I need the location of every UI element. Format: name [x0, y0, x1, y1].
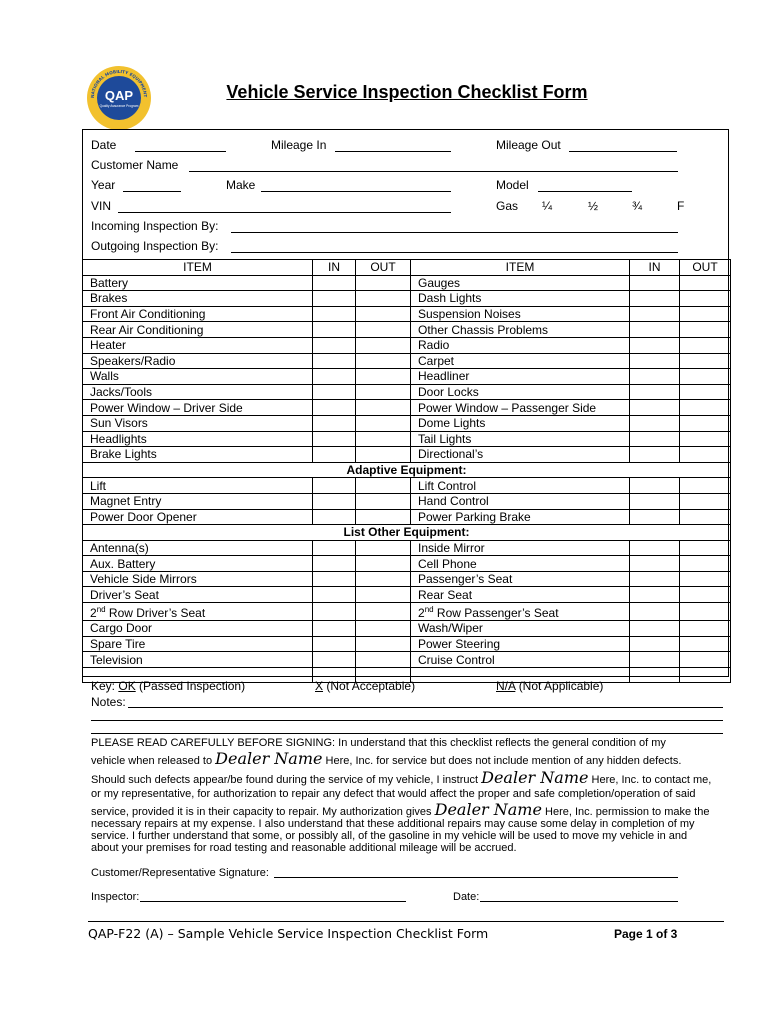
table-row: [83, 275, 731, 291]
in-checkbox[interactable]: [313, 447, 356, 463]
left-item: Aux. Battery: [83, 556, 313, 572]
section-header: List Other Equipment:: [83, 525, 731, 541]
notes-line-2[interactable]: [91, 708, 723, 721]
date-sign-label: Date:: [453, 891, 480, 903]
mileage-in-label: Mileage In: [271, 138, 327, 152]
in-checkbox[interactable]: [313, 509, 356, 525]
in-checkbox[interactable]: [630, 447, 680, 463]
gas-label: Gas: [496, 199, 519, 213]
disclaimer-line-2: [91, 751, 731, 769]
out-checkbox[interactable]: [356, 636, 411, 652]
in-checkbox[interactable]: [630, 400, 680, 416]
right-item: Other Chassis Problems: [411, 322, 630, 338]
out-checkbox[interactable]: [680, 431, 731, 447]
right-item: Gauges: [411, 275, 630, 291]
adaptive-equipment-section: [83, 462, 731, 478]
table-row: [83, 652, 731, 668]
out-checkbox[interactable]: [680, 493, 731, 509]
in-checkbox[interactable]: [313, 337, 356, 353]
out-checkbox[interactable]: [356, 275, 411, 291]
key-label: Key:: [91, 679, 116, 693]
left-item: Rear Air Conditioning: [83, 322, 313, 338]
notes-line-1[interactable]: [128, 695, 723, 708]
left-item: Vehicle Side Mirrors: [83, 571, 313, 587]
in-checkbox[interactable]: [630, 556, 680, 572]
out-header: OUT: [356, 260, 411, 276]
make-label: Make: [226, 178, 256, 192]
right-item: Headliner: [411, 369, 630, 385]
make-field[interactable]: [261, 179, 451, 192]
left-item: Cargo Door: [83, 621, 313, 637]
in-checkbox[interactable]: [630, 571, 680, 587]
in-checkbox[interactable]: [630, 291, 680, 307]
out-checkbox[interactable]: [356, 384, 411, 400]
in-checkbox[interactable]: [313, 636, 356, 652]
out-checkbox[interactable]: [680, 369, 731, 385]
date-sign-field[interactable]: [480, 889, 678, 902]
disclaimer-text: Here, Inc. permission to make the: [545, 806, 710, 818]
table-row: [83, 636, 731, 652]
key-x: X: [315, 679, 324, 693]
ordinal-suffix: nd: [424, 605, 434, 615]
mileage-out-field[interactable]: [569, 139, 677, 152]
in-checkbox[interactable]: [630, 636, 680, 652]
out-checkbox[interactable]: [356, 540, 411, 556]
out-checkbox[interactable]: [680, 306, 731, 322]
mileage-in-field[interactable]: [335, 139, 451, 152]
customer-name-label: Customer Name: [91, 158, 179, 172]
disclaimer-line-1: PLEASE READ CAREFULLY BEFORE SIGNING: In understand that this checklist reflects the general condition of my: [91, 737, 666, 749]
page-title: Vehicle Service Inspection Checklist Form: [226, 82, 588, 102]
out-checkbox[interactable]: [356, 369, 411, 385]
gas-three-quarter[interactable]: ¾: [632, 199, 643, 213]
left-item: Power Door Opener: [83, 509, 313, 525]
in-checkbox[interactable]: [313, 400, 356, 416]
right-item: Passenger’s Seat: [411, 571, 630, 587]
vin-field[interactable]: [118, 200, 451, 213]
key-ok: OK: [118, 679, 136, 693]
out-checkbox[interactable]: [680, 322, 731, 338]
out-checkbox[interactable]: [356, 322, 411, 338]
out-checkbox[interactable]: [680, 556, 731, 572]
right-item: Dash Lights: [411, 291, 630, 307]
in-checkbox[interactable]: [313, 603, 356, 621]
out-checkbox[interactable]: [356, 509, 411, 525]
in-checkbox[interactable]: [313, 556, 356, 572]
disclaimer-text: vehicle when released to: [91, 755, 213, 767]
out-checkbox[interactable]: [356, 556, 411, 572]
in-header: IN: [313, 260, 356, 276]
left-item: Walls: [83, 369, 313, 385]
right-item: Carpet: [411, 353, 630, 369]
table-row: [83, 447, 731, 463]
left-item: 2nd Row Driver’s Seat: [83, 603, 313, 621]
in-checkbox[interactable]: [630, 384, 680, 400]
key-line: [91, 679, 245, 693]
table-row: [83, 556, 731, 572]
left-item: Power Window – Driver Side: [83, 400, 313, 416]
in-checkbox[interactable]: [630, 369, 680, 385]
right-item: Wash/Wiper: [411, 621, 630, 637]
date-field[interactable]: [135, 139, 226, 152]
left-item: Speakers/Radio: [83, 353, 313, 369]
out-checkbox[interactable]: [680, 337, 731, 353]
table-row: [83, 493, 731, 509]
out-checkbox[interactable]: [680, 652, 731, 668]
table-row: [83, 571, 731, 587]
right-item: Lift Control: [411, 478, 630, 494]
in-checkbox[interactable]: [313, 478, 356, 494]
in-checkbox[interactable]: [313, 322, 356, 338]
table-row: [83, 587, 731, 603]
in-checkbox[interactable]: [630, 493, 680, 509]
out-checkbox[interactable]: [680, 509, 731, 525]
in-checkbox[interactable]: [630, 306, 680, 322]
right-item: Cruise Control: [411, 652, 630, 668]
in-checkbox[interactable]: [313, 621, 356, 637]
out-checkbox[interactable]: [356, 587, 411, 603]
page-number: Page 1 of 3: [614, 927, 678, 941]
logo-ring-text: NATIONAL MOBILITY EQUIPMENT: [89, 68, 149, 99]
out-checkbox[interactable]: [680, 540, 731, 556]
in-checkbox[interactable]: [313, 353, 356, 369]
left-item: Brake Lights: [83, 447, 313, 463]
customer-signature-label: Customer/Representative Signature:: [91, 867, 269, 879]
left-item: Magnet Entry: [83, 493, 313, 509]
out-checkbox[interactable]: [356, 621, 411, 637]
in-checkbox[interactable]: [630, 667, 680, 683]
out-checkbox[interactable]: [356, 337, 411, 353]
left-item: Front Air Conditioning: [83, 306, 313, 322]
disclaimer-line-8: about your premises for road testing and reasonable additional mileage will be accrued.: [91, 842, 517, 854]
in-checkbox[interactable]: [313, 493, 356, 509]
footer-text: QAP-F22 (A) – Sample Vehicle Service Inspection Checklist Form: [88, 926, 489, 941]
table-row: [83, 291, 731, 307]
in-checkbox[interactable]: [630, 621, 680, 637]
out-checkbox[interactable]: [356, 603, 411, 621]
in-checkbox[interactable]: [630, 322, 680, 338]
out-checkbox[interactable]: [680, 621, 731, 637]
right-item: Inside Mirror: [411, 540, 630, 556]
out-checkbox[interactable]: [356, 415, 411, 431]
year-field[interactable]: [123, 179, 181, 192]
gas-quarter[interactable]: ¼: [542, 199, 553, 213]
disclaimer-line-7: service. I further understand that some, or possibly all, of the gasoline in my vehicle will be used to move my vehicle in and: [91, 830, 688, 842]
right-item: Power Window – Passenger Side: [411, 400, 630, 416]
item-header: ITEM: [411, 260, 630, 276]
in-checkbox[interactable]: [630, 587, 680, 603]
left-item: Jacks/Tools: [83, 384, 313, 400]
in-checkbox[interactable]: [630, 478, 680, 494]
mileage-out-label: Mileage Out: [496, 138, 561, 152]
out-checkbox[interactable]: [680, 571, 731, 587]
gas-full[interactable]: F: [677, 199, 685, 213]
table-row: [83, 415, 731, 431]
table-row: [83, 353, 731, 369]
table-row: [83, 337, 731, 353]
item-header: ITEM: [83, 260, 313, 276]
left-item: Driver’s Seat: [83, 587, 313, 603]
out-checkbox[interactable]: [680, 384, 731, 400]
disclaimer-text: Should such defects appear/be found during the service of my vehicle, I instruct: [91, 774, 479, 786]
customer-signature-field[interactable]: [274, 865, 678, 878]
logo-text: QAP: [104, 88, 134, 103]
in-checkbox[interactable]: [630, 509, 680, 525]
right-item: Power Steering: [411, 636, 630, 652]
left-item: Headlights: [83, 431, 313, 447]
in-checkbox[interactable]: [313, 571, 356, 587]
dealer-name-placeholder: Dealer Name: [215, 749, 323, 768]
out-checkbox[interactable]: [680, 415, 731, 431]
right-item: Dome Lights: [411, 415, 630, 431]
in-checkbox[interactable]: [313, 291, 356, 307]
dealer-name-placeholder: Dealer Name: [434, 800, 542, 819]
right-item: Cell Phone: [411, 556, 630, 572]
out-checkbox[interactable]: [680, 353, 731, 369]
out-checkbox[interactable]: [356, 493, 411, 509]
table-row: [83, 431, 731, 447]
other-equipment-section: [83, 525, 731, 541]
out-checkbox[interactable]: [356, 478, 411, 494]
notes-line-3[interactable]: [91, 721, 723, 734]
left-item: Television: [83, 652, 313, 668]
key-x-line: [315, 679, 415, 693]
out-checkbox[interactable]: [356, 400, 411, 416]
disclaimer-line-4: or my representative, for authorization to repair any defect that would affect the proper and safe completion/operation of said: [91, 788, 696, 800]
notes-label: Notes:: [91, 695, 126, 709]
table-row: [83, 603, 731, 621]
right-item: Tail Lights: [411, 431, 630, 447]
out-checkbox[interactable]: [356, 447, 411, 463]
key-na-line: [496, 679, 603, 693]
footer-rule: [88, 921, 724, 922]
in-checkbox[interactable]: [630, 275, 680, 291]
table-row: [83, 369, 731, 385]
out-checkbox[interactable]: [356, 571, 411, 587]
right-item: Suspension Noises: [411, 306, 630, 322]
in-checkbox[interactable]: [630, 540, 680, 556]
right-item: 2nd Row Passenger’s Seat: [411, 603, 630, 621]
in-checkbox[interactable]: [313, 369, 356, 385]
key-x-desc: (Not Acceptable): [326, 679, 416, 693]
out-checkbox[interactable]: [680, 291, 731, 307]
table-row: [83, 306, 731, 322]
checklist-table: [82, 259, 731, 683]
out-checkbox[interactable]: [356, 306, 411, 322]
right-item: Hand Control: [411, 493, 630, 509]
out-checkbox[interactable]: [356, 431, 411, 447]
table-row: [83, 322, 731, 338]
dealer-name-placeholder: Dealer Name: [481, 768, 589, 787]
right-item: Power Parking Brake: [411, 509, 630, 525]
in-checkbox[interactable]: [630, 353, 680, 369]
out-checkbox[interactable]: [680, 447, 731, 463]
out-checkbox[interactable]: [680, 400, 731, 416]
in-checkbox[interactable]: [630, 603, 680, 621]
inspector-field[interactable]: [140, 889, 406, 902]
table-header-row: [83, 260, 731, 276]
section-header: Adaptive Equipment:: [83, 462, 731, 478]
in-checkbox[interactable]: [313, 652, 356, 668]
in-header: IN: [630, 260, 680, 276]
out-checkbox[interactable]: [680, 275, 731, 291]
right-item: Directional’s: [411, 447, 630, 463]
right-item: Radio: [411, 337, 630, 353]
in-checkbox[interactable]: [313, 306, 356, 322]
in-checkbox[interactable]: [313, 431, 356, 447]
out-checkbox[interactable]: [356, 652, 411, 668]
model-label: Model: [496, 178, 529, 192]
out-checkbox[interactable]: [680, 478, 731, 494]
customer-name-field[interactable]: [189, 159, 678, 172]
key-na: N/A: [496, 679, 516, 693]
out-checkbox[interactable]: [680, 636, 731, 652]
in-checkbox[interactable]: [313, 587, 356, 603]
in-checkbox[interactable]: [313, 275, 356, 291]
out-checkbox[interactable]: [680, 603, 731, 621]
left-item: Spare Tire: [83, 636, 313, 652]
disclaimer-line-6: necessary repairs at my expense. I also understand that these additional repairs may cause some delay in completion of my: [91, 818, 695, 830]
inspector-label: Inspector:: [91, 891, 140, 903]
vin-label: VIN: [91, 199, 112, 213]
disclaimer-text: Here, Inc. to contact me,: [591, 774, 712, 786]
table-row: [83, 621, 731, 637]
table-row: [83, 540, 731, 556]
out-header: OUT: [680, 260, 731, 276]
table-row: [83, 478, 731, 494]
in-checkbox[interactable]: [630, 431, 680, 447]
out-checkbox[interactable]: [356, 353, 411, 369]
left-item: Battery: [83, 275, 313, 291]
out-checkbox[interactable]: [356, 291, 411, 307]
ordinal-suffix: nd: [96, 605, 106, 615]
table-row: [83, 384, 731, 400]
in-checkbox[interactable]: [630, 415, 680, 431]
right-item: Door Locks: [411, 384, 630, 400]
in-checkbox[interactable]: [630, 652, 680, 668]
gas-half[interactable]: ½: [588, 199, 599, 213]
checklist-body: [83, 260, 731, 683]
in-checkbox[interactable]: [313, 415, 356, 431]
model-field[interactable]: [538, 179, 632, 192]
left-item: Brakes: [83, 291, 313, 307]
key-ok-desc: (Passed Inspection): [139, 679, 246, 693]
left-item: Lift: [83, 478, 313, 494]
out-checkbox[interactable]: [680, 587, 731, 603]
date-label: Date: [91, 138, 117, 152]
left-item: Sun Visors: [83, 415, 313, 431]
table-row: [83, 509, 731, 525]
logo-sub-text: Quality Assurance Program: [99, 104, 139, 108]
right-item: Rear Seat: [411, 587, 630, 603]
left-item: Antenna(s): [83, 540, 313, 556]
in-checkbox[interactable]: [630, 337, 680, 353]
out-checkbox[interactable]: [680, 667, 731, 683]
left-item: Heater: [83, 337, 313, 353]
disclaimer-text: Here, Inc. for service but does not include mention of any hidden defects.: [325, 755, 682, 767]
incoming-field[interactable]: [231, 220, 678, 233]
in-checkbox[interactable]: [313, 540, 356, 556]
table-row: [83, 400, 731, 416]
disclaimer-text: service, provided it is in their capacity to repair. My authorization gives: [91, 806, 432, 818]
incoming-label: Incoming Inspection By:: [91, 219, 219, 233]
year-label: Year: [91, 178, 116, 192]
key-na-desc: (Not Applicable): [518, 679, 604, 693]
in-checkbox[interactable]: [313, 384, 356, 400]
outgoing-field[interactable]: [231, 240, 678, 253]
outgoing-label: Outgoing Inspection By:: [91, 239, 219, 253]
